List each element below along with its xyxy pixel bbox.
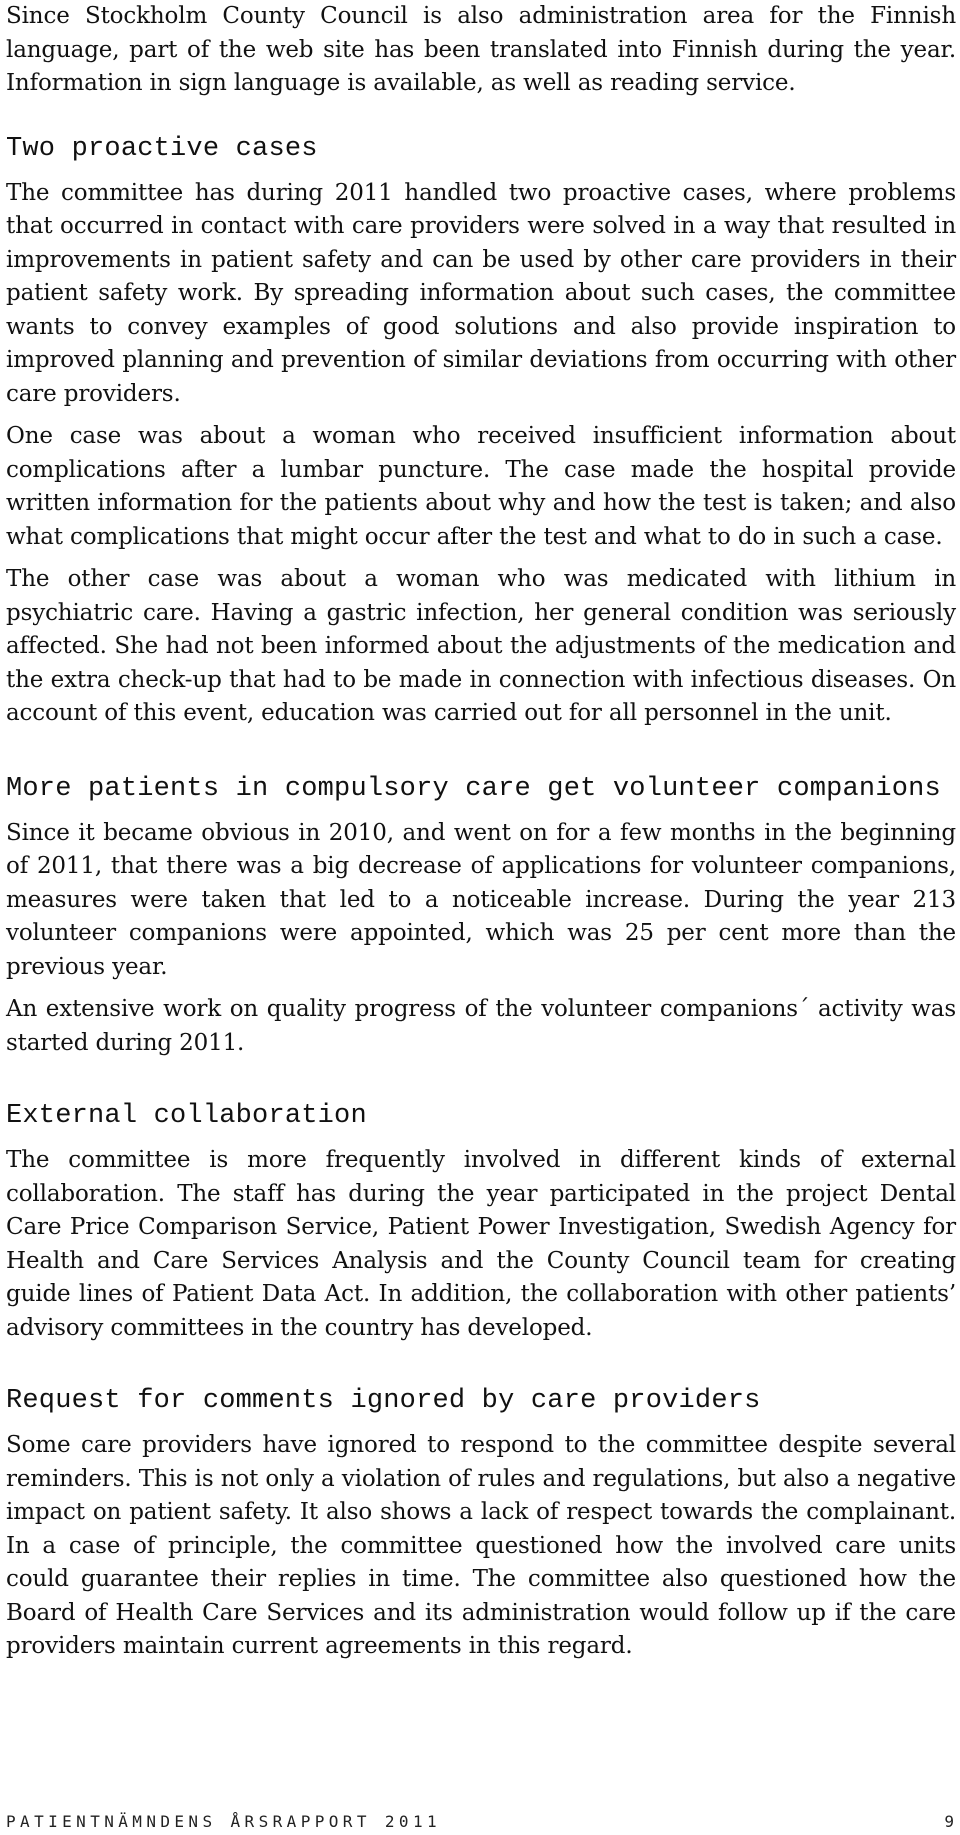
section-volunteer-companions (6, 771, 956, 1061)
intro-paragraph: Since Stockholm County Council is also administration area for the Finnish language, part of the web site has been translated into Finnish during the year. Information in sign language is available, as well as reading service. (6, 3, 956, 96)
section-external-collaboration (6, 1098, 956, 1345)
paragraph: Since it became obvious in 2010, and went on for a few months in the beginning of 2011, that there was a big decrease of applications for volunteer companions, measures were taken that led to a noticeable increase. During the year 213 volunteer companions were appointed, which was 25 per cent more than the previous year. (6, 819, 956, 980)
paragraph: The other case was about a woman who was medicated with lithium in psychiatric care. Having a gastric infection, her general condition was seriously affected. She had not been informed about the adjustments of the medication and the extra check-up that had to be made in connection with infectious diseases. On account of this event, education was carried out for all personnel in the unit. (6, 566, 956, 726)
section-heading: More patients in compulsory care get volunteer companions (6, 773, 941, 804)
section-heading: Two proactive cases (6, 133, 318, 164)
section-request-for-comments (6, 1383, 956, 1664)
paragraph: One case was about a woman who received insufficient information about complications after a lumbar puncture. The case made the hospital provide written information for the patients about why and how the test is taken; and also what complications that might occur after the test and what to do in such a case. (6, 423, 956, 550)
footer-page-number: 9 (944, 1812, 954, 1831)
footer-report-title: PATIENTNÄMNDENS ÅRSRAPPORT 2011 (6, 1812, 442, 1831)
document-page (6, 0, 956, 1673)
paragraph: The committee has during 2011 handled two proactive cases, where problems that occurred in contact with care providers were solved in a way that resulted in improvements in patient safety and can be used by other care providers in their patient safety work. By spreading information about such cases, the committee wants to convey examples of good solutions and also provide inspiration to improved planning and prevention of similar deviations from occurring with other care providers. (6, 179, 956, 407)
section-heading: External collaboration (6, 1101, 367, 1131)
section-heading: Request for comments ignored by care providers (6, 1386, 761, 1416)
section-two-proactive-cases (6, 131, 956, 731)
paragraph: An extensive work on quality progress of the volunteer companions´ activity was started during 2011. (6, 996, 956, 1056)
paragraph: The committee is more frequently involved in different kinds of external collaboration. The staff has during the year participated in the project Dental Care Price Comparison Service, Patient Power Investigation, Swedish Agency for Health and Care Services Analysis and the County Council team for creating guide lines of Patient Data Act. In addition, the collaboration with other patients’ advisory committees in the country has developed. (6, 1147, 956, 1341)
page-footer (6, 1812, 954, 1834)
paragraph: Some care providers have ignored to respond to the committee despite several reminders. This is not only a violation of rules and regulations, but also a negative impact on patient safety. It also shows a lack of respect towards the complainant. In a case of principle, the committee questioned how the involved care units could guarantee their replies in time. The committee also questioned how the Board of Health Care Services and its administration would follow up if the care providers maintain current agreements in this regard. (6, 1432, 956, 1659)
